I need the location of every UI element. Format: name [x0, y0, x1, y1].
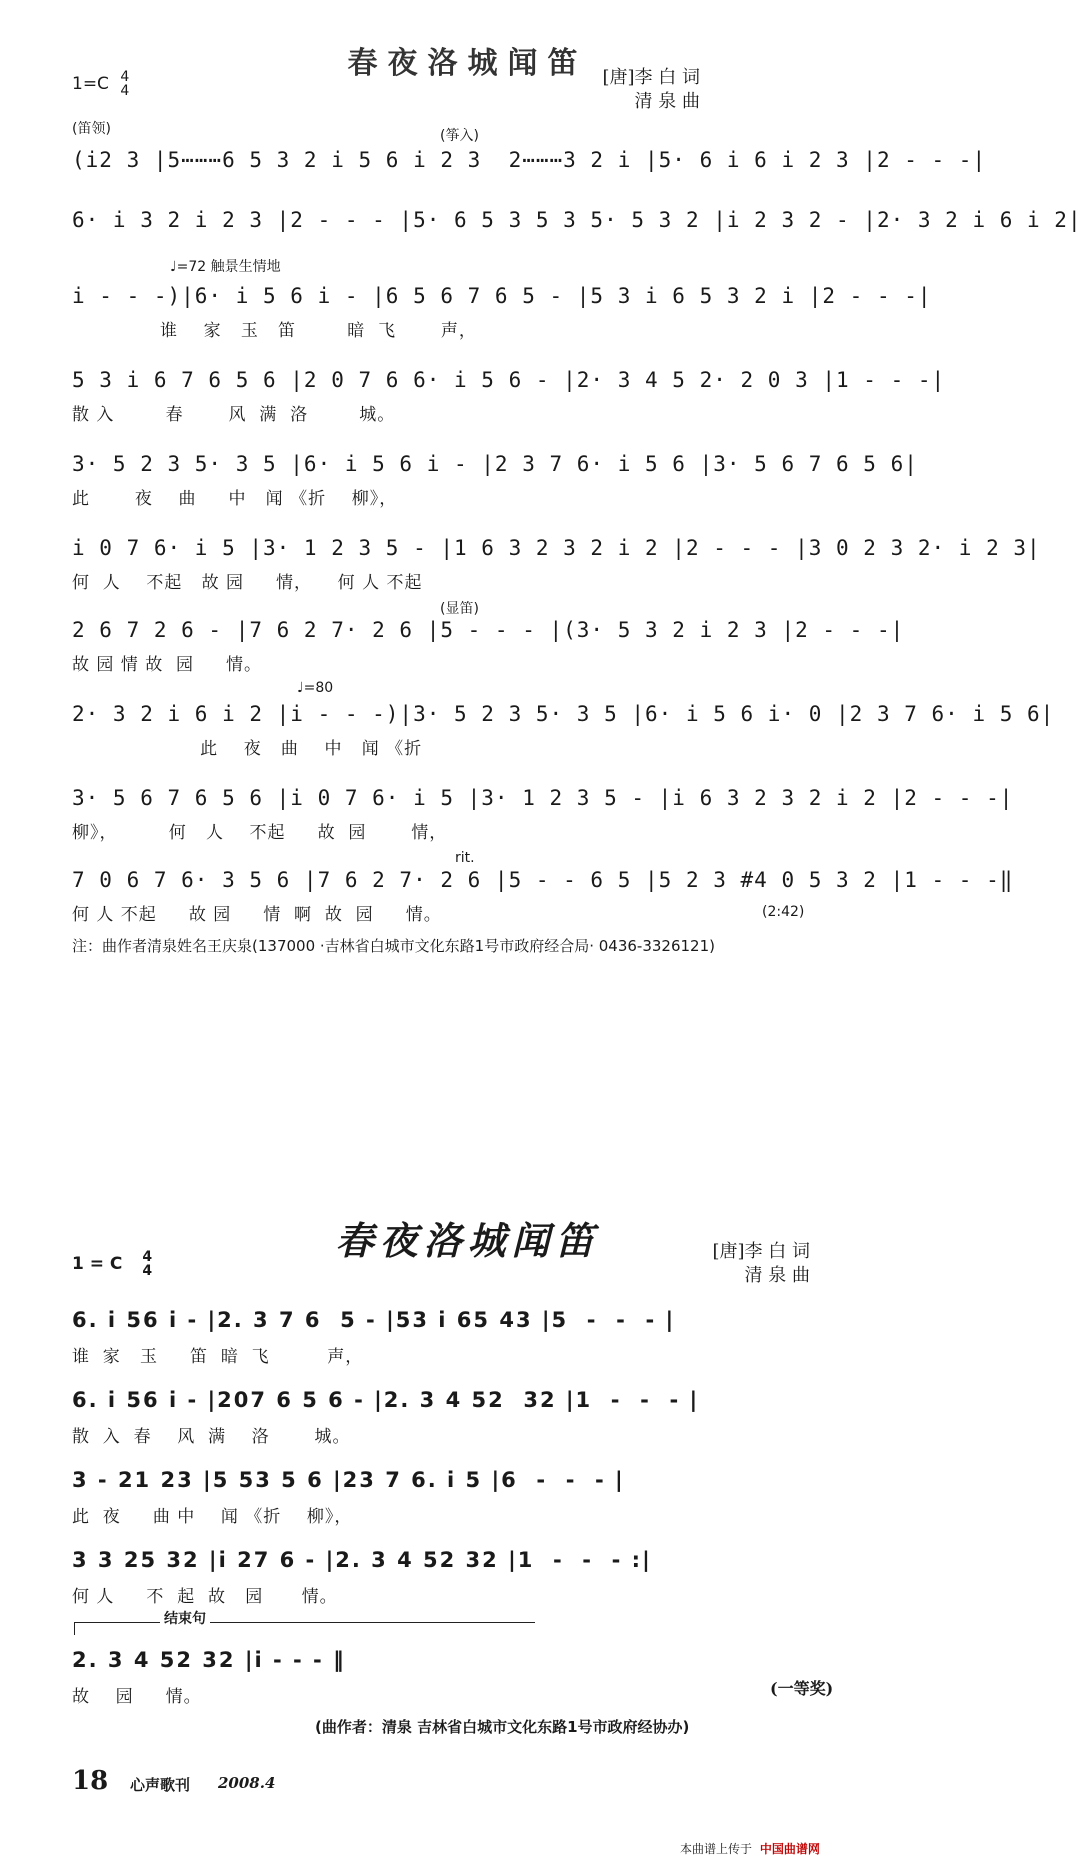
- lyric-row-4: 散 入 春 风 满 洛 城。: [72, 405, 396, 425]
- lyric2-row-5: 故 园 情。: [72, 1687, 202, 1707]
- time-sig-bottom-2: 4: [142, 1263, 153, 1279]
- key-text-2: 1 = C: [72, 1254, 123, 1274]
- rit-marking: rit.: [455, 850, 475, 866]
- footnote-1: 注：曲作者清泉姓名王庆泉(137000 ·吉林省白城市文化东路1号市政府经合局· 0436-3326121): [72, 937, 715, 955]
- time-signature-2: [142, 1250, 152, 1278]
- lyric-row-7: 故 园 情 故 园 情。: [72, 655, 263, 675]
- score-title-1: 春夜洛城闻笛: [347, 46, 588, 81]
- score2-row-3: 3 - 21 23 |5 53 5 6 |23 7 6. i 5 |6 - - - |: [72, 1468, 625, 1492]
- score-row-6: i 0 7 6· i 5 |3· 1 2 3 5 - |1 6 3 2 3 2 i 2 |2 - - - |3 0 2 3 2· i 2 3|: [72, 536, 1041, 560]
- composer-2: 清 泉 曲: [744, 1265, 810, 1286]
- lyric-row-3: 谁 家 玉 笛 暗 飞 声，: [160, 321, 477, 341]
- score2-row-2: 6. i 56 i - |207 6 5 6 - |2. 3 4 52 32 |1 - - - |: [72, 1388, 700, 1412]
- upload-note: [680, 1840, 820, 1857]
- score-row-4: 5 3 i 6 7 6 5 6 |2 0 7 6 6· i 5 6 - |2· 3 4 5 2· 2 0 3 |1 - - -|: [72, 368, 946, 392]
- lyric-row-9: 柳》， 何 人 不起 故 园 情，: [72, 823, 448, 843]
- lyric-row-6: 何 人 不起 故 园 情， 何 人 不起: [72, 573, 423, 593]
- time-sig-bottom-1: 4: [120, 83, 130, 99]
- score-row-7: 2 6 7 2 6 - |7 6 2 7· 2 6 |5 - - - |(3· 5 3 2 i 2 3 |2 - - -|: [72, 618, 905, 642]
- ending-bracket: [74, 1622, 535, 1635]
- duration-1: (2:42): [762, 904, 805, 920]
- score-row-9: 3· 5 6 7 6 5 6 |i 0 7 6· i 5 |3· 1 2 3 5 - |i 6 3 2 3 2 i 2 |2 - - -|: [72, 786, 1014, 810]
- time-sig-top-2: 4: [142, 1249, 153, 1265]
- score2-row-5: 2. 3 4 52 32 |i - - - ‖: [72, 1648, 346, 1672]
- zheng-label: (筝入): [440, 128, 479, 144]
- lyricist-2: [唐]李 白 词: [712, 1241, 810, 1262]
- score-row-2: 6· i 3 2 i 2 3 |2 - - - |5· 6 5 3 5 3 5· 5 3 2 |i 2 3 2 - |2· 3 2 i 6 i 2|: [72, 208, 1082, 232]
- lyric2-row-1: 谁 家 玉 笛 暗 飞 声，: [72, 1347, 364, 1367]
- upload-note-text: 本曲谱上传于: [680, 1842, 753, 1856]
- time-sig-top-1: 4: [120, 69, 130, 85]
- page-number: 18: [72, 1766, 109, 1796]
- site-logo: 中国曲谱网: [759, 1842, 820, 1856]
- score2-row-1: 6. i 56 i - |2. 3 7 6 5 - |53 i 65 43 |5 - - - |: [72, 1308, 676, 1332]
- intro-label: (笛领): [72, 121, 111, 137]
- footnote-2: (曲作者：清泉 吉林省白城市文化东路1号市政府经协办): [315, 1718, 690, 1736]
- journal-name: 心声歌刊: [130, 1776, 191, 1794]
- credits-2: [713, 1240, 811, 1288]
- tempo-marking-2: ♩=80: [297, 680, 334, 696]
- key-signature-2: [72, 1250, 152, 1278]
- lyricist-1: [唐]李 白 词: [602, 67, 700, 88]
- credits-1: [603, 66, 701, 114]
- lyric2-row-4: 何 人 不 起 故 园 情。: [72, 1587, 338, 1607]
- score-row-3: i - - -)|6· i 5 6 i - |6 5 6 7 6 5 - |5 3 i 6 5 3 2 i |2 - - -|: [72, 284, 932, 308]
- lyric-row-5: 此 夜 曲 中 闻 《折 柳》，: [72, 489, 398, 509]
- lyric2-row-2: 散 入 春 风 满 洛 城。: [72, 1427, 351, 1447]
- score-row-10: 7 0 6 7 6· 3 5 6 |7 6 2 7· 2 6 |5 - - 6 5 |5 2 3 #4 0 5 3 2 |1 - - -‖: [72, 868, 1014, 892]
- ending-label: 结束句: [160, 1608, 210, 1628]
- journal-issue: 2008.4: [218, 1774, 276, 1792]
- prize-label: (一等奖): [770, 1679, 834, 1698]
- score-row-1: (i2 3 |5⋯⋯⋯6 5 3 2 i 5 6 i 2 3 2⋯⋯⋯3 2 i |5· 6 i 6 i 2 3 |2 - - -|: [72, 148, 987, 172]
- tempo-marking-1: ♩=72 触景生情地: [170, 259, 281, 275]
- score-row-8: 2· 3 2 i 6 i 2 |i - - -)|3· 5 2 3 5· 3 5 |6· i 5 6 i· 0 |2 3 7 6· i 5 6|: [72, 702, 1055, 726]
- score2-row-4: 3 3 25 32 |i 27 6 - |2. 3 4 52 32 |1 - - - :|: [72, 1548, 652, 1572]
- time-signature-1: [120, 70, 129, 98]
- lyric-row-8: 此 夜 曲 中 闻 《折: [72, 739, 423, 759]
- score-title-2: 春夜洛城闻笛: [335, 1218, 600, 1263]
- key-text-1: 1=C: [72, 74, 109, 94]
- composer-1: 清 泉 曲: [634, 91, 700, 112]
- xiandi-label: (显笛): [440, 601, 479, 617]
- lyric-row-10: 何 人 不起 故 园 情 啊 故 园 情。: [72, 905, 442, 925]
- score-row-5: 3· 5 2 3 5· 3 5 |6· i 5 6 i - |2 3 7 6· i 5 6 |3· 5 6 7 6 5 6|: [72, 452, 918, 476]
- lyric2-row-3: 此 夜 曲 中 闻 《折 柳》，: [72, 1507, 353, 1527]
- key-signature-1: [72, 70, 129, 98]
